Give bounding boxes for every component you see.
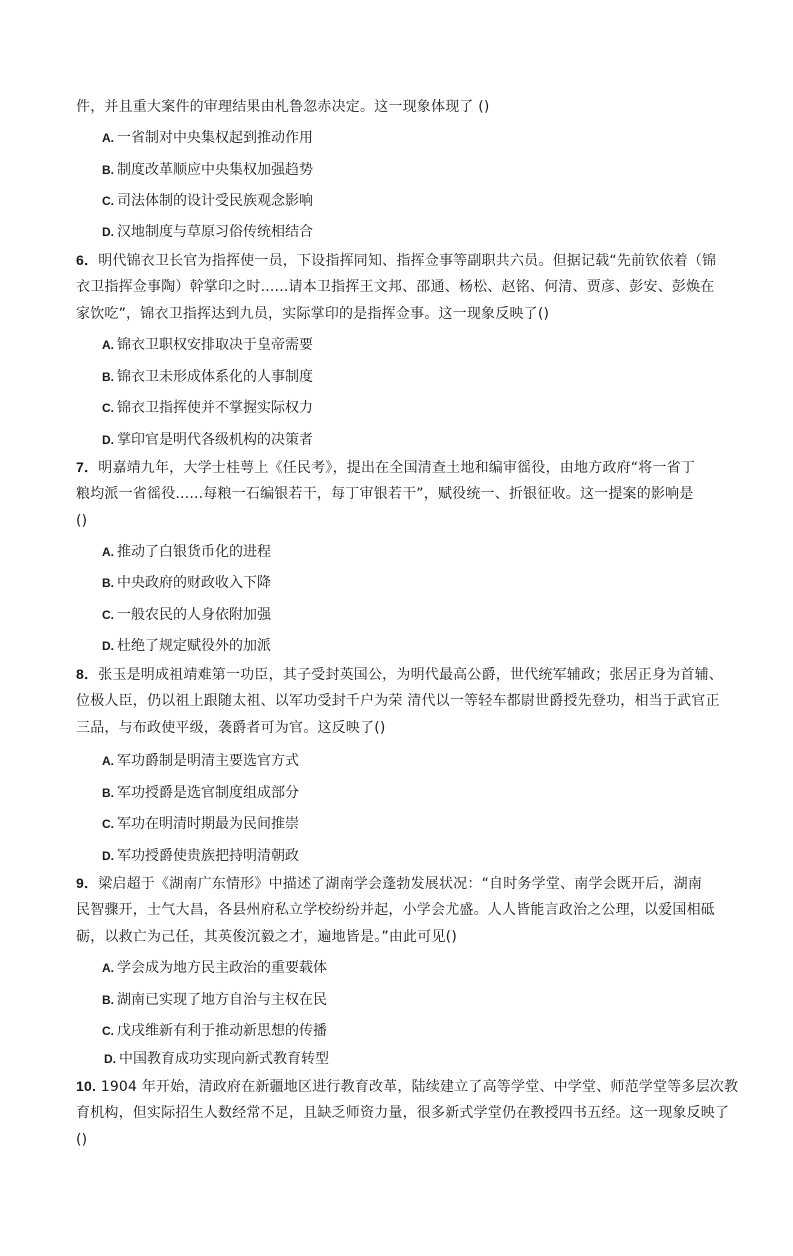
question-9-stem-line: 砺，以救亡为己任，其英俊沉毅之才，遍地皆是。”由此可见(): [76, 929, 457, 945]
option-text: 中国教育成功实现向新式教育转型: [119, 1051, 329, 1067]
question-6-stem-line: 衣卫指挥佥事陶）幹掌印之时......请本卫指挥王文邦、邵通、杨松、赵铭、何清、贾彦、彭安、彭焕在: [76, 279, 715, 295]
option-text: 戊戌维新有利于推动新思想的传播: [117, 1023, 327, 1039]
option-key: D.: [102, 639, 114, 653]
option-text: 学会成为地方民主政治的重要载体: [117, 960, 327, 976]
option-key: C.: [102, 401, 114, 415]
question-7-stem-line: 粮均派一省徭役......每粮一石编银若干，每丁审银若干”，赋役统一、折银征收。这一提案的影响是: [76, 486, 694, 502]
question-5-option-a[interactable]: [102, 128, 313, 148]
option-text: 锦衣卫职权安排取决于皇帝需要: [117, 337, 313, 353]
question-text: 梁启超于《湖南广东情形》中描述了湖南学会蓬勃发展状况：“自时务学堂、南学会既开后，湖南: [98, 876, 703, 892]
option-text: 一般农民的人身依附加强: [117, 607, 271, 623]
question-6-option-b[interactable]: [102, 367, 313, 387]
option-key: D.: [102, 849, 114, 863]
question-8-option-b[interactable]: [102, 783, 299, 803]
option-key: C.: [102, 817, 114, 831]
option-key: B.: [102, 786, 114, 800]
option-text: 一省制对中央集权起到推动作用: [117, 130, 313, 146]
question-text: 张玉是明成祖靖难第一功臣，其子受封英国公，为明代最高公爵，世代统军辅政；张居正身为首辅、: [98, 667, 723, 683]
question-9-option-b[interactable]: [102, 990, 327, 1010]
question-9-option-a[interactable]: [102, 958, 327, 978]
option-key: D.: [104, 1052, 116, 1066]
question-8-stem-line: [76, 664, 723, 685]
question-number: 6．: [76, 252, 99, 268]
option-text: 锦衣卫未形成体系化的人事制度: [117, 369, 313, 385]
question-5-stem-line: 件，并且重大案件的审理结果由札鲁忽赤决定。这一现象体现了 (): [76, 99, 490, 115]
option-text: 掌印官是明代各级机构的决策者: [117, 432, 313, 448]
question-5-option-c[interactable]: [102, 191, 313, 211]
question-7-stem-line: (): [76, 513, 88, 529]
question-9-stem-line: 民智骤开，士气大昌，各县州府私立学校纷纷并起，小学会尤盛。人人皆能言政治之公理，以爱国相砥: [76, 902, 715, 918]
question-7-option-d[interactable]: [102, 636, 271, 656]
question-8-option-a[interactable]: [102, 751, 299, 771]
question-6-option-d[interactable]: [102, 430, 313, 450]
option-key: B.: [102, 576, 114, 590]
question-6-option-a[interactable]: [102, 335, 313, 355]
option-text: 锦衣卫指挥使并不掌握实际权力: [117, 400, 313, 416]
question-number: 8．: [76, 666, 99, 682]
option-text: 推动了白银货币化的进程: [117, 544, 271, 560]
option-key: D.: [102, 433, 114, 447]
question-8-stem-line: 三品，与布政使平级，袭爵者可为官。这反映了(): [76, 720, 386, 736]
option-key: B.: [102, 163, 114, 177]
option-text: 杜绝了规定赋役外的加派: [117, 638, 271, 654]
question-8-option-c[interactable]: [102, 814, 299, 834]
question-6-stem-line: 家饮吃”，锦衣卫指挥达到九员，实际掌印的是指挥佥事。这一现象反映了(): [76, 306, 550, 322]
option-key: A.: [102, 961, 114, 975]
option-text: 军功在明清时期最为民间推崇: [117, 816, 299, 832]
option-text: 中央政府的财政收入下降: [117, 575, 271, 591]
question-7-option-c[interactable]: [102, 605, 271, 625]
question-number: 10.: [76, 1078, 97, 1094]
question-6-option-c[interactable]: [102, 398, 313, 418]
question-7-option-b[interactable]: [102, 573, 271, 593]
option-text: 制度改革顺应中央集权加强趋势: [117, 162, 313, 178]
question-7-stem-line: [76, 457, 718, 478]
question-9-stem-line: [76, 873, 718, 894]
question-6-stem-line: [76, 250, 718, 271]
question-text: 1904 年开始，清政府在新疆地区进行教育改革，陆续建立了高等学堂、中学堂、师范学堂等多层次教: [96, 1079, 739, 1095]
option-text: 军功爵制是明清主要选官方式: [117, 753, 299, 769]
option-key: A.: [102, 131, 114, 145]
option-key: A.: [102, 754, 114, 768]
question-text: 明代锦衣卫长官为指挥使一员，下设指挥同知、指挥佥事等副职共六员。但据记载“先前钦依着（锦: [98, 253, 717, 269]
question-5-option-b[interactable]: [102, 160, 313, 180]
question-number: 9．: [76, 875, 99, 891]
question-8-option-d[interactable]: [102, 846, 299, 866]
option-key: B.: [102, 993, 114, 1007]
question-8-stem-line: 位极人臣，仍以祖上跟随太祖、以军功受封千户为荣 清代以一等轻车都尉世爵授先登功，相当于武官正: [76, 693, 720, 709]
option-key: D.: [102, 225, 114, 239]
question-10-stem-line: 育机构，但实际招生人数经常不足，且缺乏师资力量，很多新式学堂仍在教授四书五经。这一现象反映了: [76, 1105, 730, 1121]
option-text: 军功授爵是选官制度组成部分: [117, 785, 299, 801]
option-key: A.: [102, 338, 114, 352]
option-text: 司法体制的设计受民族观念影响: [117, 193, 313, 209]
question-9-option-d[interactable]: [104, 1049, 329, 1069]
question-10-stem-line: [76, 1076, 739, 1097]
option-text: 湖南已实现了地方自治与主权在民: [117, 992, 327, 1008]
option-key: C.: [102, 1024, 114, 1038]
question-5-option-d[interactable]: [102, 222, 313, 242]
option-text: 军功授爵使贵族把持明清朝政: [117, 848, 299, 864]
option-key: C.: [102, 194, 114, 208]
option-text: 汉地制度与草原习俗传统相结合: [117, 224, 313, 240]
question-10-stem-line: (): [76, 1132, 88, 1148]
option-key: A.: [102, 545, 114, 559]
option-key: C.: [102, 608, 114, 622]
question-text: 明嘉靖九年，大学士桂萼上《任民考》，提出在全国清查土地和编审徭役，由地方政府“将一省丁: [98, 460, 696, 476]
question-9-option-c[interactable]: [102, 1021, 327, 1041]
question-number: 7．: [76, 459, 99, 475]
question-7-option-a[interactable]: [102, 542, 271, 562]
option-key: B.: [102, 370, 114, 384]
